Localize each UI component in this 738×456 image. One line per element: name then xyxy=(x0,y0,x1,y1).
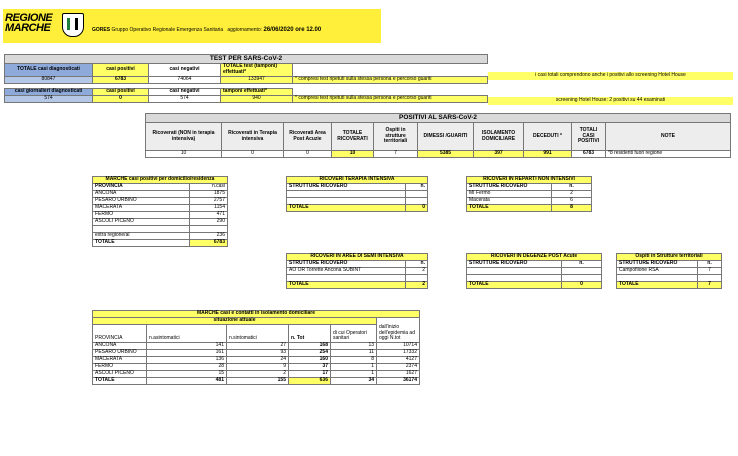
semi-total-label: TOTALE xyxy=(287,282,406,289)
struttura-name: AO OR Torrette Ancona SUBINT xyxy=(287,268,406,275)
iso-tot: 17 xyxy=(289,371,331,378)
pos-v-post: 0 xyxy=(284,151,332,158)
daily-v2: 0 xyxy=(93,96,149,103)
territoriali-total-label: TOTALE xyxy=(617,282,698,289)
iso-tot: 160 xyxy=(289,357,331,364)
post-title: RICOVERI IN DEGENZE POST Acute xyxy=(467,254,602,261)
isolamento-title: MARCHE casi e contatti in isolamento domiciliare xyxy=(93,311,420,318)
daily-h4: tamponi effettuati* xyxy=(221,89,293,96)
daily-note: * compresi test ripetuti sulla stessa persona e percorso guariti xyxy=(293,96,488,103)
iso-inizio: 2374 xyxy=(377,364,420,371)
province-name: PESARO URBINO xyxy=(93,198,190,205)
iso-operatori: 1 xyxy=(331,364,377,371)
struttura-count: 7 xyxy=(698,268,722,275)
non-ti-col2: n. xyxy=(552,184,592,191)
positivi-table xyxy=(145,113,731,158)
post-total-label: TOTALE xyxy=(467,282,562,289)
test-note: * compresi test ripetuti sulla stessa persona e percorso guariti xyxy=(293,76,488,83)
iso-asintomatici: 28 xyxy=(147,364,227,371)
table-row xyxy=(93,219,228,226)
iso-tot: 254 xyxy=(289,350,331,357)
iso-inizio: 10714 xyxy=(377,343,420,350)
iso-provincia: FERMO xyxy=(93,364,147,371)
semi-col2: n. xyxy=(406,261,428,268)
iso-inizio: 1627 xyxy=(377,371,420,378)
header-info xyxy=(92,27,321,34)
logo-text xyxy=(5,13,52,33)
province-name: ASCOLI PICENO xyxy=(93,219,190,226)
pos-h-post: Ricoverati Area Post Acuzie xyxy=(284,123,332,151)
iso-h-sintomatici: n.sintomatici xyxy=(227,325,289,343)
province-count: 290 xyxy=(190,219,228,226)
iso-total-sintomatici: 155 xyxy=(227,378,289,385)
iso-total-operatori: 34 xyxy=(331,378,377,385)
daily-h1: casi giornalieri diagnosticati xyxy=(5,89,93,96)
iso-total-label: TOTALE xyxy=(93,378,147,385)
province-title: MARCHE casi positivi per domicilio/residenza xyxy=(93,177,228,184)
pos-v-ospiti: 7 xyxy=(374,151,418,158)
iso-operatori: 11 xyxy=(331,350,377,357)
post-table xyxy=(466,253,602,289)
iso-tot: 37 xyxy=(289,364,331,371)
iso-total-inizio: 36174 xyxy=(377,378,420,385)
pos-v-deceduti: 991 xyxy=(524,151,572,158)
iso-asintomatici: 141 xyxy=(147,343,227,350)
struttura-count: 6 xyxy=(552,198,592,205)
iso-asintomatici: 161 xyxy=(147,350,227,357)
non-ti-total-value: 8 xyxy=(552,205,592,212)
iso-total-tot: 636 xyxy=(289,378,331,385)
pos-h-deceduti: DECEDUTI * xyxy=(524,123,572,151)
pos-v-totale: 10 xyxy=(332,151,374,158)
daily-v1: 574 xyxy=(5,96,93,103)
iso-total-asintomatici: 481 xyxy=(147,378,227,385)
pos-h-dimessi: DIMESSI /GUARITI xyxy=(418,123,474,151)
struttura-name: Campofilone RSA xyxy=(617,268,698,275)
province-count: 1875 xyxy=(190,191,228,198)
struttura-count: 2 xyxy=(406,268,428,275)
province-name: FERMO xyxy=(93,212,190,219)
iso-provincia: ANCONA xyxy=(93,343,147,350)
iso-asintomatici: 136 xyxy=(147,357,227,364)
pos-v-note: *8 residenti fuori regione xyxy=(606,151,731,158)
test-h4: TOTALE test (tamponi) effettuati* xyxy=(221,64,293,77)
daily-v4: 940 xyxy=(221,96,293,103)
non-ti-title: RICOVERI IN REPARTI NON INTENSIVI xyxy=(467,177,592,184)
pos-v-ti: 0 xyxy=(222,151,284,158)
post-col2: n. xyxy=(562,261,602,268)
daily-table xyxy=(4,88,488,103)
iso-operatori: 8 xyxy=(331,357,377,364)
test-side-note: i casi totali comprendono anche i positivi allo screening Hotel House xyxy=(488,72,733,80)
pos-v-dimessi: 5385 xyxy=(418,151,474,158)
iso-sintomatici: 9 xyxy=(227,364,289,371)
pos-v-totali: 6783 xyxy=(572,151,606,158)
struttura-name: MI Fermo xyxy=(467,191,552,198)
iso-asintomatici: 15 xyxy=(147,371,227,378)
iso-provincia: MACERATA xyxy=(93,357,147,364)
pos-v-ricoverati: 10 xyxy=(146,151,222,158)
test-title: TEST PER SARS-CoV-2 xyxy=(5,55,488,64)
territoriali-col1: STRUTTURE RICOVERO xyxy=(617,261,698,268)
semi-table xyxy=(286,253,428,289)
iso-operatori: 13 xyxy=(331,343,377,350)
table-row xyxy=(617,268,722,275)
semi-total-value: 2 xyxy=(406,282,428,289)
test-table xyxy=(4,54,488,84)
test-h3: casi negativi xyxy=(149,64,221,77)
region-emblem-icon xyxy=(62,13,84,37)
province-table xyxy=(92,176,228,247)
table-row-total xyxy=(93,378,420,385)
pos-h-ti: Ricoverati in Terapia intensiva xyxy=(222,123,284,151)
province-count: 236 xyxy=(190,233,228,240)
iso-inizio: 17332 xyxy=(377,350,420,357)
pos-v-isolamento: 397 xyxy=(474,151,524,158)
iso-sintomatici: 93 xyxy=(227,350,289,357)
province-name: extra regione/al xyxy=(93,233,190,240)
org-label: Gruppo Operativo Regionale Emergenza Sanitaria xyxy=(111,27,224,33)
post-total-value: 0 xyxy=(562,282,602,289)
test-v2: 6783 xyxy=(93,76,149,83)
semi-title: RICOVERI IN AREE DI SEMI INTENSIVA xyxy=(287,254,428,261)
ti-table xyxy=(286,176,428,212)
daily-v3: 574 xyxy=(149,96,221,103)
logo-line1: REGIONE xyxy=(5,12,53,24)
struttura-name: Macerata xyxy=(467,198,552,205)
test-h1: TOTALE casi diagnosticati xyxy=(5,64,93,77)
province-count: 471 xyxy=(190,212,228,219)
territoriali-col2: n. xyxy=(698,261,722,268)
province-total-value: 6783 xyxy=(190,240,228,247)
iso-provincia: PESARO URBINO xyxy=(93,350,147,357)
territoriali-total-value: 7 xyxy=(698,282,722,289)
semi-col1: STRUTTURE RICOVERO xyxy=(287,261,406,268)
iso-h-operatori: di cui Operatori sanitari xyxy=(331,325,377,343)
daily-h2: casi positivi xyxy=(93,89,149,96)
struttura-count: 2 xyxy=(552,191,592,198)
pos-h-isolamento: ISOLAMENTO DOMICILIARE xyxy=(474,123,524,151)
daily-h3: casi negativi xyxy=(149,89,221,96)
pos-h-note: NOTE xyxy=(606,123,731,151)
test-v1: 80847 xyxy=(5,76,93,83)
test-v3: 74064 xyxy=(149,76,221,83)
iso-sintomatici: 2 xyxy=(227,371,289,378)
province-col2: n.casi xyxy=(190,184,228,191)
province-count: 1154 xyxy=(190,205,228,212)
iso-sintomatici: 24 xyxy=(227,357,289,364)
pos-h-totale: TOTALE RICOVERATI xyxy=(332,123,374,151)
ti-title: RICOVERI TERAPIA INTENSIVA xyxy=(287,177,428,184)
non-ti-table xyxy=(466,176,592,212)
iso-tot: 168 xyxy=(289,343,331,350)
test-h2: casi positivi xyxy=(93,64,149,77)
ti-col1: STRUTTURE RICOVERO xyxy=(287,184,406,191)
pos-h-ricoverati: Ricoverati (NON in terapia intensiva) xyxy=(146,123,222,151)
province-name: MACERATA xyxy=(93,205,190,212)
province-name: ANCONA xyxy=(93,191,190,198)
non-ti-total-label: TOTALE xyxy=(467,205,552,212)
header-banner xyxy=(3,9,381,43)
territoriali-table xyxy=(616,253,722,289)
ti-col2: n. xyxy=(406,184,428,191)
isolamento-table xyxy=(92,310,420,385)
iso-h-inizio: dall'inizio dell'epidemia ad oggi N.tot xyxy=(377,318,420,343)
test-v4: 133947 xyxy=(221,76,293,83)
iso-h-provincia: PROVINCIA xyxy=(93,325,147,343)
positivi-title: POSITIVI AL SARS-CoV-2 xyxy=(146,114,731,123)
province-col1: PROVINCIA xyxy=(93,184,190,191)
update-value: 26/06/2020 ore 12.00 xyxy=(263,27,322,33)
iso-inizio: 4127 xyxy=(377,357,420,364)
pos-h-ospiti: Ospiti in strutture territoriali xyxy=(374,123,418,151)
table-row xyxy=(287,268,428,275)
ti-total-value: 0 xyxy=(406,205,428,212)
iso-operatori: 1 xyxy=(331,371,377,378)
daily-side-note: screening Hotel House: 2 positivi su 44 esaminati xyxy=(488,97,733,105)
province-total-label: TOTALE xyxy=(93,240,190,247)
logo-line2: MARCHE xyxy=(5,22,51,34)
iso-h-tot: n. Tot xyxy=(289,325,331,343)
gores-label: GORES xyxy=(92,27,111,33)
isolamento-subtitle: situazione attuale xyxy=(93,318,377,325)
pos-h-totali: TOTALI CASI POSITIVI xyxy=(572,123,606,151)
ti-total-label: TOTALE xyxy=(287,205,406,212)
iso-sintomatici: 27 xyxy=(227,343,289,350)
territoriali-title: Ospiti in Strutture territoriali xyxy=(617,254,722,261)
post-col1: STRUTTURE RICOVERO xyxy=(467,261,562,268)
iso-provincia: ASCOLI PICENO xyxy=(93,371,147,378)
iso-h-asintomatici: n.asintomatici xyxy=(147,325,227,343)
province-count: 2757 xyxy=(190,198,228,205)
update-label: aggiornamento: xyxy=(227,27,263,33)
non-ti-col1: STRUTTURE RICOVERO xyxy=(467,184,552,191)
